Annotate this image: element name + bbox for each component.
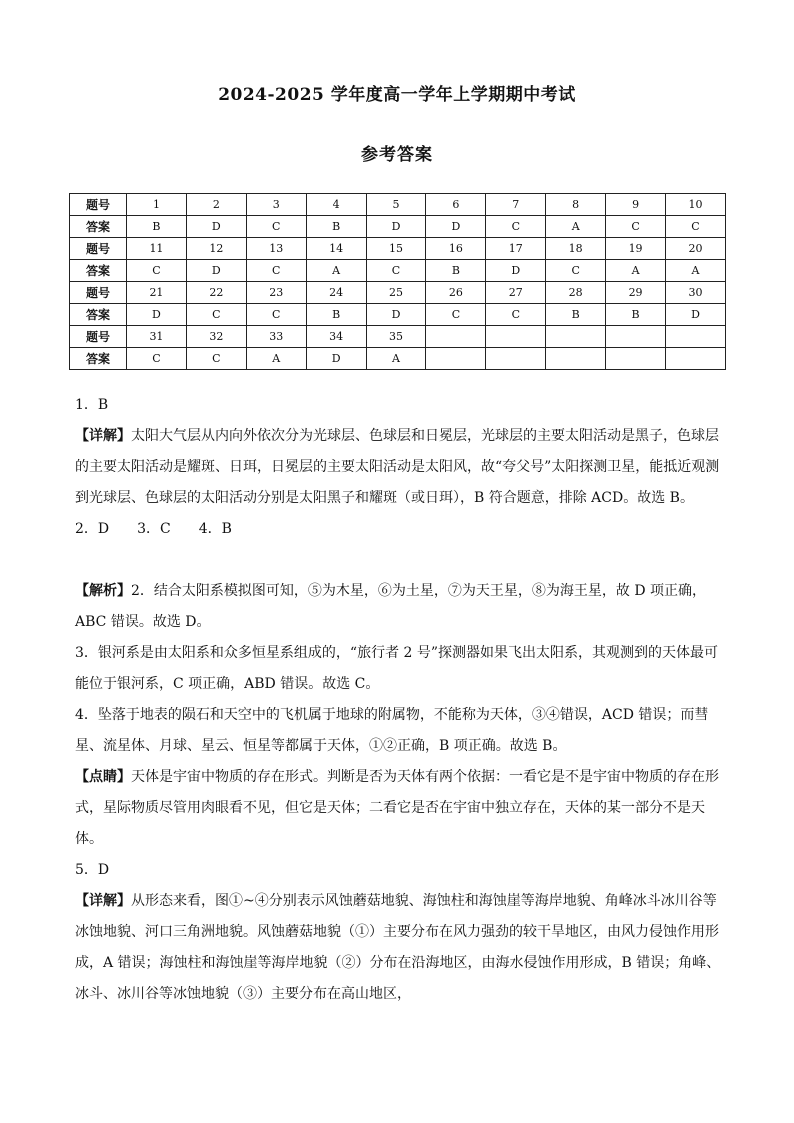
table-cell: D — [366, 304, 426, 326]
answer-table — [69, 193, 726, 370]
explanation-q1-text: 太阳大气层从内向外依次分为光球层、色球层和日冕层，光球层的主要太阳活动是黑子，色球层的主要太阳活动是耀斑、日珥，日冕层的主要太阳活动是太阳风，故“夸父号”太阳探测卫星，能抵近观测到光球层、色球层的太阳活动分别是太阳黑子和耀斑（或日珥），B 符合题意，排除 ACD。故选 B。 — [75, 428, 720, 506]
table-cell — [666, 348, 726, 370]
tag-analysis: 【解析】 — [75, 583, 131, 599]
table-row — [70, 326, 726, 348]
table-cell: D — [186, 260, 246, 282]
explanation-q5 — [75, 886, 725, 1010]
table-cell — [666, 326, 726, 348]
row-header: 答案 — [70, 348, 127, 370]
table-cell — [426, 326, 486, 348]
key-point-text: 天体是宇宙中物质的存在形式。判断是否为天体有两个依据：一看它是不是宇宙中物质的存在形式，星际物质尽管用肉眼看不见，但它是天体；二看它是否在宇宙中独立存在，天体的某一部分不是天体。 — [75, 769, 719, 847]
table-cell: A — [246, 348, 306, 370]
table-cell: B — [127, 216, 187, 238]
table-cell: 2 — [186, 194, 246, 216]
row-header: 答案 — [70, 216, 127, 238]
table-cell: 11 — [127, 238, 187, 260]
table-cell: 7 — [486, 194, 546, 216]
doc-subtitle: 参考答案 — [361, 145, 433, 165]
table-cell: B — [426, 260, 486, 282]
table-cell: 17 — [486, 238, 546, 260]
table-cell: D — [666, 304, 726, 326]
answer-q1: 1．B — [75, 397, 109, 413]
table-cell: D — [426, 216, 486, 238]
table-cell: C — [606, 216, 666, 238]
table-cell: 22 — [186, 282, 246, 304]
table-cell: 26 — [426, 282, 486, 304]
table-cell: 3 — [246, 194, 306, 216]
table-cell: D — [127, 304, 187, 326]
table-cell: D — [306, 348, 366, 370]
table-cell: 23 — [246, 282, 306, 304]
row-header: 题号 — [70, 326, 127, 348]
table-cell: A — [366, 348, 426, 370]
table-row — [70, 304, 726, 326]
table-cell: C — [246, 260, 306, 282]
table-cell: C — [366, 260, 426, 282]
doc-title: 2024-2025 学年度高一学年上学期期中考试 — [218, 85, 576, 105]
table-cell: 25 — [366, 282, 426, 304]
answer-explanations — [75, 390, 725, 1010]
tag-detail: 【详解】 — [75, 893, 131, 909]
table-cell: B — [546, 304, 606, 326]
table-row — [70, 238, 726, 260]
table-cell: 34 — [306, 326, 366, 348]
table-row — [70, 216, 726, 238]
table-cell: B — [306, 304, 366, 326]
table-row — [70, 348, 726, 370]
table-cell: A — [306, 260, 366, 282]
table-row — [70, 194, 726, 216]
table-cell: C — [666, 216, 726, 238]
table-cell: 33 — [246, 326, 306, 348]
table-cell — [606, 326, 666, 348]
table-cell: 19 — [606, 238, 666, 260]
table-cell: C — [127, 260, 187, 282]
table-cell: C — [486, 216, 546, 238]
table-cell: A — [666, 260, 726, 282]
table-cell: C — [127, 348, 187, 370]
table-cell: 15 — [366, 238, 426, 260]
tag-detail: 【详解】 — [75, 428, 131, 444]
row-header: 答案 — [70, 304, 127, 326]
row-header: 题号 — [70, 238, 127, 260]
table-cell: 5 — [366, 194, 426, 216]
table-cell: 13 — [246, 238, 306, 260]
table-cell: 35 — [366, 326, 426, 348]
answer-q2-q4: 2．D 3．C 4．B — [75, 521, 232, 537]
table-cell: C — [246, 304, 306, 326]
table-cell: 1 — [127, 194, 187, 216]
answer-q5: 5．D — [75, 862, 110, 878]
table-cell: 29 — [606, 282, 666, 304]
analysis-q2 — [75, 576, 725, 638]
table-cell: A — [606, 260, 666, 282]
table-cell: C — [246, 216, 306, 238]
table-cell: 30 — [666, 282, 726, 304]
table-cell: 8 — [546, 194, 606, 216]
table-cell: 16 — [426, 238, 486, 260]
table-cell: B — [306, 216, 366, 238]
table-cell: C — [486, 304, 546, 326]
table-cell: 21 — [127, 282, 187, 304]
table-cell: 31 — [127, 326, 187, 348]
table-row — [70, 260, 726, 282]
table-cell: 10 — [666, 194, 726, 216]
table-cell: C — [186, 348, 246, 370]
key-point — [75, 762, 725, 855]
table-cell: 24 — [306, 282, 366, 304]
table-cell — [486, 326, 546, 348]
table-cell — [606, 348, 666, 370]
table-cell: 9 — [606, 194, 666, 216]
table-cell: 14 — [306, 238, 366, 260]
table-cell — [486, 348, 546, 370]
table-cell: C — [186, 304, 246, 326]
table-cell: 28 — [546, 282, 606, 304]
row-header: 答案 — [70, 260, 127, 282]
table-cell: C — [546, 260, 606, 282]
table-cell: D — [366, 216, 426, 238]
table-cell: C — [426, 304, 486, 326]
table-row — [70, 282, 726, 304]
table-cell: 12 — [186, 238, 246, 260]
explanation-q1 — [75, 421, 725, 514]
row-header: 题号 — [70, 194, 127, 216]
table-cell: D — [486, 260, 546, 282]
table-cell: B — [606, 304, 666, 326]
analysis-q4: 4．坠落于地表的陨石和天空中的飞机属于地球的附属物，不能称为天体，③④错误，ACD 错误；而彗星、流星体、月球、星云、恒星等都属于天体，①②正确，B 项正确。故选 B。 — [75, 707, 709, 754]
table-cell — [546, 326, 606, 348]
tag-key-point: 【点睛】 — [75, 769, 131, 785]
analysis-q3: 3．银河系是由太阳系和众多恒星系组成的，“旅行者 2 号”探测器如果飞出太阳系，其观测到的天体最可能位于银河系，C 项正确，ABD 错误。故选 C。 — [75, 645, 719, 692]
table-cell: 32 — [186, 326, 246, 348]
table-cell: 27 — [486, 282, 546, 304]
table-cell: 20 — [666, 238, 726, 260]
table-cell: 4 — [306, 194, 366, 216]
table-cell: D — [186, 216, 246, 238]
explanation-q5-text: 从形态来看，图①~④分别表示风蚀蘑菇地貌、海蚀柱和海蚀崖等海岸地貌、角峰冰斗冰川谷等冰蚀地貌、河口三角洲地貌。风蚀蘑菇地貌（①）主要分布在风力强劲的较干旱地区，由风力侵蚀作用形成，A 错误；海蚀柱和海蚀崖等海岸地貌（②）分布在沿海地区，由海水侵蚀作用形成，B 错误；角峰、冰斗、冰川谷等冰蚀地貌（③）主要分布在高山地区， — [75, 893, 721, 1002]
row-header: 题号 — [70, 282, 127, 304]
table-cell: 6 — [426, 194, 486, 216]
table-cell: 18 — [546, 238, 606, 260]
table-cell — [426, 348, 486, 370]
table-cell — [546, 348, 606, 370]
table-cell: A — [546, 216, 606, 238]
analysis-q2-text: 2．结合太阳系模拟图可知，⑤为木星，⑥为土星，⑦为天王星，⑧为海王星，故 D 项正确，ABC 错误。故选 D。 — [75, 583, 707, 630]
